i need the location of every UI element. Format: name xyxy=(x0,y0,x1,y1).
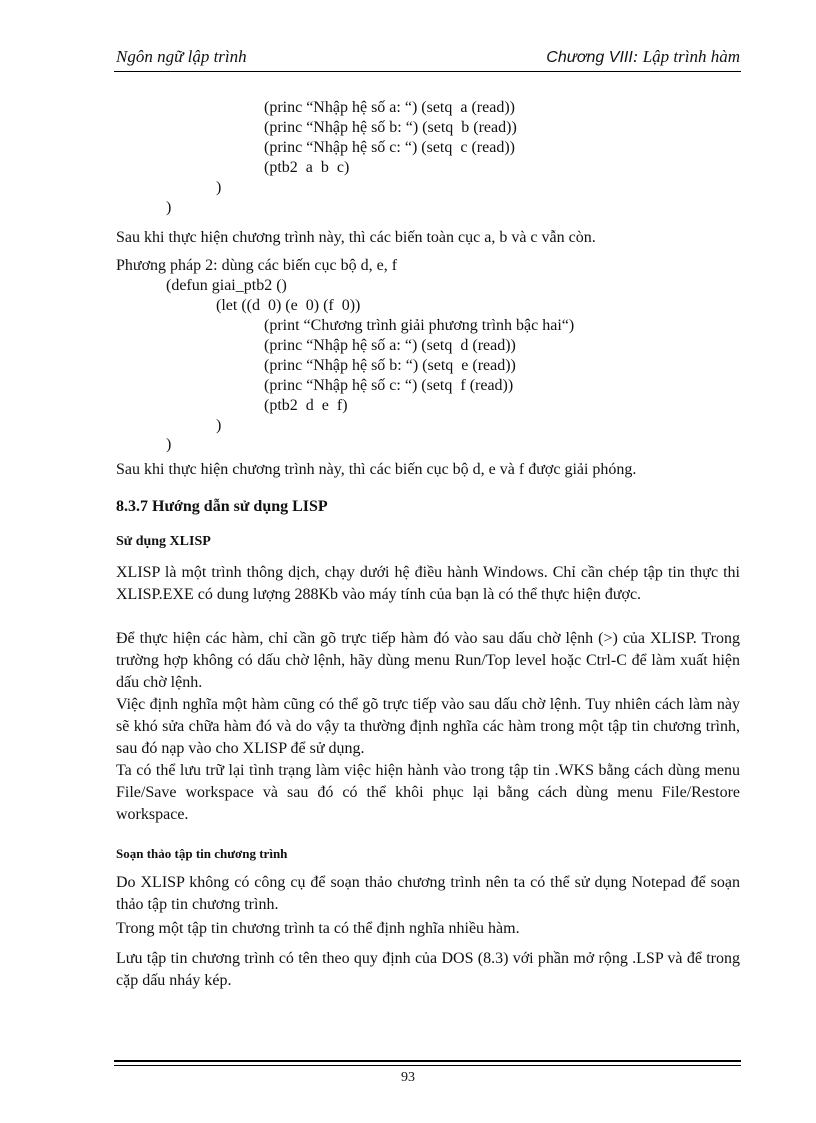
code-line: (princ “Nhập hệ số c: “) (setq c (read)) xyxy=(264,139,515,156)
page-number: 93 xyxy=(401,1070,415,1085)
code-line: (princ “Nhập hệ số b: “) (setq b (read)) xyxy=(264,119,517,136)
subsection-heading: Sử dụng XLISP xyxy=(116,534,211,549)
code-line: (ptb2 d e f) xyxy=(264,397,348,414)
paragraph: Để thực hiện các hàm, chỉ cần gõ trực tiếp hàm đó vào sau dấu chờ lệnh (>) của XLISP. Trong trường hợp không có dấu chờ lệnh, hãy dùng menu Run/Top level hoặc Ctrl-C để làm xuất hiện dấu chờ lệnh. xyxy=(116,630,740,691)
body-text: Sau khi thực hiện chương trình này, thì các biến toàn cục a, b và c vẫn còn. xyxy=(116,229,596,246)
footer-rule xyxy=(114,1060,741,1062)
paragraph: Trong một tập tin chương trình ta có thể định nghĩa nhiều hàm. xyxy=(116,920,520,937)
code-line: (ptb2 a b c) xyxy=(264,159,350,176)
paragraph: Việc định nghĩa một hàm cũng có thể gõ trực tiếp vào sau dấu chờ lệnh. Tuy nhiên cách làm này sẽ khó sửa chữa hàm đó và do vậy ta thường định nghĩa các hàm trong một tập tin chương trình, sau đó nạp vào cho XLISP để sử dụng. xyxy=(116,696,740,757)
code-line: (print “Chương trình giải phương trình bậc hai“) xyxy=(264,317,575,334)
code-line: ) xyxy=(216,417,222,434)
body-text: Sau khi thực hiện chương trình này, thì các biến cục bộ d, e và f được giải phóng. xyxy=(116,461,637,478)
code-line: (princ “Nhập hệ số c: “) (setq f (read)) xyxy=(264,377,514,394)
paragraph: Ta có thể lưu trữ lại tình trạng làm việc hiện hành vào trong tập tin .WKS bằng cách dùng menu File/Save workspace và sau đó có thể khôi phục lại bằng cách dùng menu File/Restore workspace. xyxy=(116,762,740,823)
code-line: ) xyxy=(166,199,172,216)
chapter-label: Chương VIII xyxy=(546,49,633,66)
body-text: Phương pháp 2: dùng các biến cục bộ d, e, f xyxy=(116,257,398,274)
paragraph: Do XLISP không có công cụ để soạn thảo chương trình nên ta có thể sử dụng Notepad để soạn thảo tập tin chương trình. xyxy=(116,874,740,913)
code-line: ) xyxy=(166,436,172,453)
paragraph: XLISP là một trình thông dịch, chạy dưới hệ điều hành Windows. Chỉ cần chép tập tin thực thi XLISP.EXE có dung lượng 288Kb vào máy tính của bạn là có thể thực hiện được. xyxy=(116,564,740,603)
code-line: (princ “Nhập hệ số b: “) (setq e (read)) xyxy=(264,357,516,374)
code-line: (let ((d 0) (e 0) (f 0)) xyxy=(216,297,361,314)
subsection-heading: Soạn thảo tập tin chương trình xyxy=(116,846,288,861)
header-rule xyxy=(114,71,741,72)
code-line: ) xyxy=(216,179,222,196)
running-header-title: Ngôn ngữ lập trình xyxy=(116,47,247,66)
section-heading: 8.3.7 Hướng dẫn sử dụng LISP xyxy=(116,498,328,515)
paragraph: Lưu tập tin chương trình có tên theo quy định của DOS (8.3) với phần mở rộng .LSP và để trong cặp dấu nháy kép. xyxy=(116,950,740,989)
chapter-title: : Lập trình hàm xyxy=(632,47,740,66)
footer-rule xyxy=(114,1065,741,1066)
code-line: (princ “Nhập hệ số a: “) (setq d (read)) xyxy=(264,337,516,354)
code-line: (defun giai_ptb2 () xyxy=(166,277,287,294)
running-header-chapter xyxy=(546,47,740,67)
code-line: (princ “Nhập hệ số a: “) (setq a (read)) xyxy=(264,99,515,116)
